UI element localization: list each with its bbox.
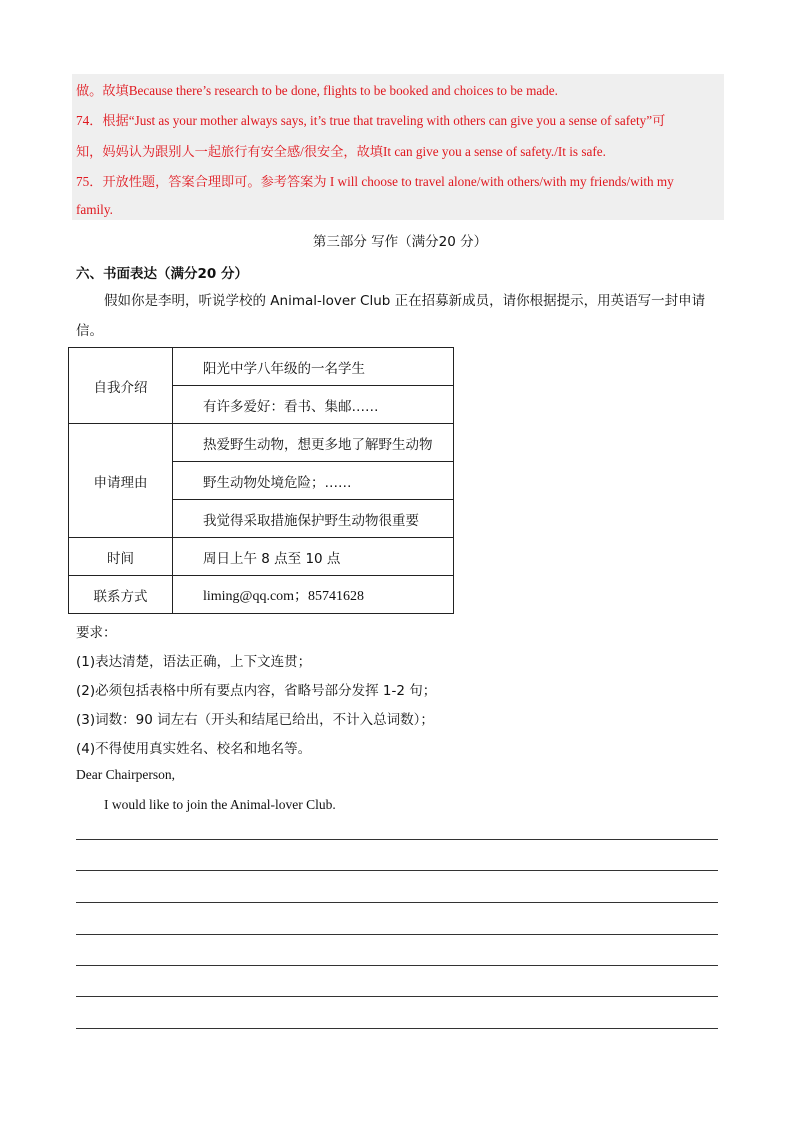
part-title: 第三部分 写作（满分20 分） [312, 234, 488, 250]
table-label-intro: 自我介绍 [69, 348, 173, 424]
writing-line [76, 839, 718, 840]
requirement-item: (1)表达清楚，语法正确，上下文连贯； [76, 654, 312, 670]
table-cell: 热爱野生动物，想更多地了解野生动物 [173, 424, 454, 462]
writing-line [76, 996, 718, 997]
writing-line [76, 1028, 718, 1029]
table-label-time: 时间 [69, 538, 173, 576]
writing-line [76, 934, 718, 935]
writing-prompt: 假如你是李明，听说学校的 Animal-lover Club 正在招募新成员，请你根据提示，用英语写一封申请信。 [76, 293, 706, 339]
table-cell: 野生动物处境危险；…… [173, 462, 454, 500]
requirements-heading: 要求： [76, 625, 117, 641]
writing-line [76, 870, 718, 871]
letter-opening: I would like to join the Animal-lover Club. [104, 797, 336, 812]
answer-line: 74．根据“Just as your mother always says, it’s true that traveling with others can give you a sense of safety”可 [76, 113, 666, 128]
answer-line: 75．开放性题，答案合理即可。参考答案为 I will choose to travel alone/with others/with my friends/with my [76, 174, 674, 189]
answer-line: 知，妈妈认为跟别人一起旅行有安全感/很安全，故填It can give you a sense of safety./It is safe. [76, 144, 606, 159]
requirement-item: (4)不得使用真实姓名、校名和地名等。 [76, 741, 312, 757]
letter-salutation: Dear Chairperson, [76, 767, 175, 782]
table-cell: 我觉得采取措施保护野生动物很重要 [173, 500, 454, 538]
requirement-item: (2)必须包括表格中所有要点内容，省略号部分发挥 1-2 句； [76, 683, 437, 699]
table-label-contact: 联系方式 [69, 576, 173, 614]
answer-line: 做。故填Because there’s research to be done, flights to be booked and choices to be made. [76, 83, 558, 98]
info-table [68, 347, 454, 614]
requirement-item: (3)词数：90 词左右（开头和结尾已给出，不计入总词数）； [76, 712, 434, 728]
answer-line: family. [76, 202, 113, 217]
writing-line [76, 965, 718, 966]
writing-line [76, 902, 718, 903]
table-cell: liming@qq.com；85741628 [173, 576, 454, 614]
table-cell: 阳光中学八年级的一名学生 [173, 348, 454, 386]
table-cell: 周日上午 8 点至 10 点 [173, 538, 454, 576]
section-title: 六、书面表达（满分20 分） [76, 266, 248, 282]
table-cell: 有许多爱好：看书、集邮…… [173, 386, 454, 424]
table-label-reason: 申请理由 [69, 424, 173, 538]
